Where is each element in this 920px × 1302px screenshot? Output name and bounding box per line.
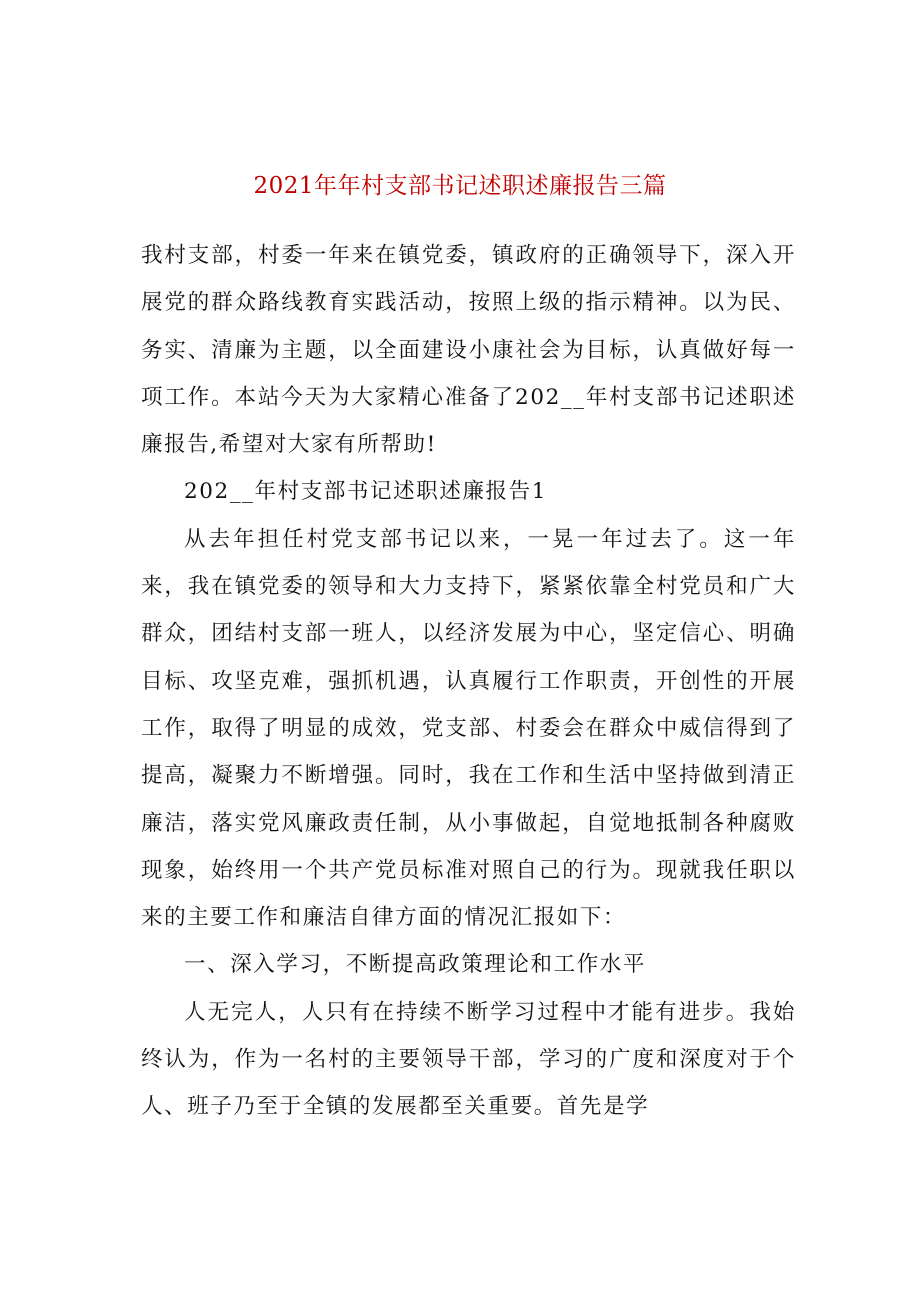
paragraph-report-1-opening: 从去年担任村党支部书记以来，一晃一年过去了。这一年来，我在镇党委的领导和大力支持下，紧紧依靠全村党员和广大群众，团结村支部一班人，以经济发展为中心，坚定信心、明确目标、攻坚克难，强抓机遇，认真履行工作职责，开创性的开展工作，取得了明显的成效，党支部、村委会在群众中威信得到了提高，凝聚力不断增强。同时，我在工作和生活中坚持做到清正廉洁，落实党风廉政责任制，从小事做起，自觉地抵制各种腐败现象，始终用一个共产党员标准对照自己的行为。现就我任职以来的主要工作和廉洁自律方面的情况汇报如下： [141,526,796,931]
paragraph-study: 人无完人，人只有在持续不断学习过程中才能有进步。我始终认为，作为一名村的主要领导干部，学习的广度和深度对于个人、班子乃至于全镇的发展都至关重要。首先是学 [141,999,796,1120]
document-body [141,232,796,1131]
document-title: 2021年年村支部书记述职述廉报告三篇 [253,173,667,199]
section-heading-study: 一、深入学习，不断提高政策理论和工作水平 [184,952,647,978]
section-heading-report-1: 202__年村支部书记述职述廉报告1 [184,479,548,505]
paragraph-intro: 我村支部，村委一年来在镇党委，镇政府的正确领导下，深入开展党的群众路线教育实践活动，按照上级的指示精神。以为民、务实、清廉为主题，以全面建设小康社会为目标，认真做好每一项工作。本站今天为大家精心准备了202__年村支部书记述职述廉报告,希望对大家有所帮助! [141,243,796,458]
